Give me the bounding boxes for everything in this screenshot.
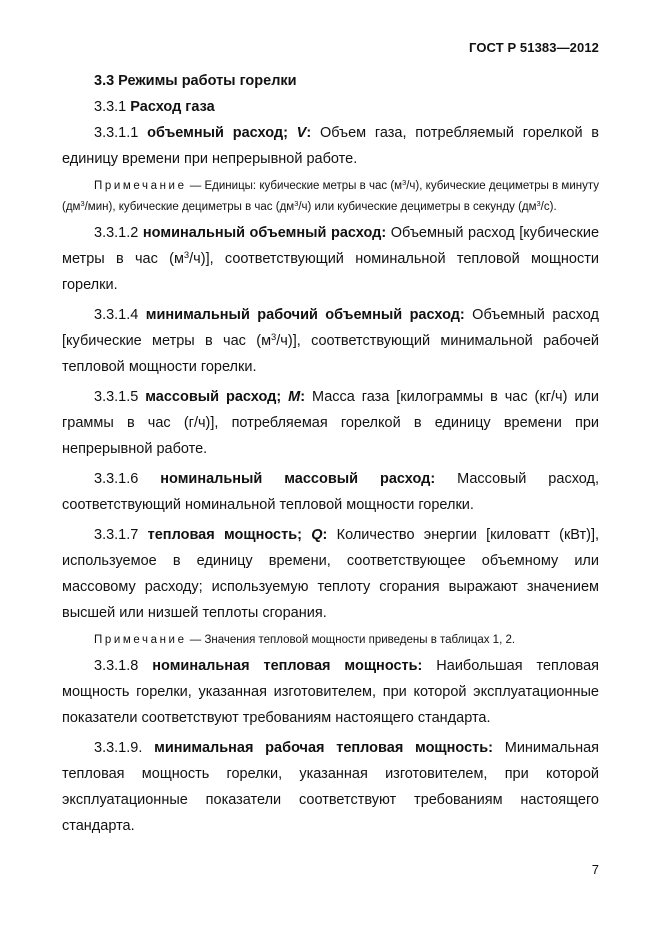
symbol: Q bbox=[311, 527, 323, 543]
symbol: V bbox=[296, 125, 307, 141]
definition-text: Объем газа, потребляемый горелкой в единицу времени при непрерывной работе. bbox=[62, 125, 600, 167]
note-text-c: /мин), кубические дециметры в час (дм bbox=[84, 201, 295, 213]
term: объемный расход; bbox=[147, 125, 288, 141]
note-text-a: — Единицы: кубические метры в час (м bbox=[186, 180, 403, 192]
definition-3-3-1-6 bbox=[62, 466, 599, 518]
definition-text-b: /ч)], соответствующий минимальной рабочей тепловой мощности горелки. bbox=[62, 333, 599, 375]
symbol-colon: : bbox=[300, 389, 306, 405]
note-text: — Значения тепловой мощности приведены в таблицах 1, 2. bbox=[186, 634, 516, 646]
note-text-d: /ч) или кубические дециметры в секунду (дм bbox=[298, 201, 537, 213]
definition-3-3-1-7 bbox=[62, 522, 599, 626]
definition-text: Массовый расход, соответствующий номинальной тепловой мощности горелки. bbox=[62, 471, 600, 513]
item-number: 3.3.1.2 bbox=[94, 225, 139, 241]
definition-text-b: /ч)], соответствующий номинальной тепловой мощности горелки. bbox=[62, 251, 599, 293]
term: минимальный рабочий объемный расход: bbox=[145, 307, 465, 323]
term: номинальный массовый расход: bbox=[160, 471, 436, 487]
definition-text-a: Объемный расход [кубические метры в час (м bbox=[62, 307, 599, 349]
definition-3-3-1-9 bbox=[62, 735, 599, 839]
definition-text-a: Объемный расход [кубические метры в час (м bbox=[62, 225, 600, 267]
definition-3-3-1-4 bbox=[62, 302, 599, 380]
superscript-3: 3 bbox=[402, 177, 407, 187]
definition-text: Минимальная тепловая мощность горелки, указанная изготовителем, при которой эксплуатационные показатели соответствуют требованиям настоящего стандарта. bbox=[62, 740, 599, 834]
definition-3-3-1-8 bbox=[62, 653, 599, 731]
definition-text: Количество энергии [киловатт (кВт)], используемое в единицу времени, соответствующее объемному или массовому расходу; используемую теплоту сгорания выражают значением высшей или низшей теплоты сгорания. bbox=[62, 527, 600, 621]
subsection-heading bbox=[94, 94, 599, 120]
superscript-3: 3 bbox=[294, 198, 299, 208]
definition-3-3-1-1 bbox=[62, 120, 599, 172]
term: номинальный объемный расход: bbox=[142, 225, 387, 241]
note-label: Примечание bbox=[94, 634, 187, 646]
superscript-3: 3 bbox=[183, 248, 190, 260]
item-number: 3.3.1.1 bbox=[94, 125, 139, 141]
note-text-b: /ч), кубические дециметры в минуту (дм bbox=[62, 180, 599, 213]
item-number: 3.3.1.4 bbox=[94, 307, 139, 323]
term: номинальная тепловая мощность: bbox=[152, 658, 423, 674]
superscript-3: 3 bbox=[271, 330, 277, 342]
section-heading: 3.3 Режимы работы горелки bbox=[94, 73, 297, 89]
document-id-header: ГОСТ Р 51383—2012 bbox=[469, 40, 599, 55]
item-number: 3.3.1.8 bbox=[94, 658, 139, 674]
subsection-number: 3.3.1 bbox=[94, 99, 127, 115]
term: массовый расход; bbox=[145, 389, 282, 405]
symbol: M bbox=[288, 389, 301, 405]
note-heat-power bbox=[62, 630, 599, 651]
subsection-title: Расход газа bbox=[130, 99, 215, 115]
page-body bbox=[62, 68, 599, 839]
symbol-colon: : bbox=[322, 527, 328, 543]
item-number: 3.3.1.7 bbox=[94, 527, 139, 543]
term: тепловая мощность; bbox=[147, 527, 302, 543]
symbol-colon: : bbox=[306, 125, 312, 141]
item-number: 3.3.1.9. bbox=[94, 740, 143, 756]
item-number: 3.3.1.6 bbox=[94, 471, 139, 487]
page-number: 7 bbox=[591, 862, 599, 877]
superscript-3: 3 bbox=[536, 198, 541, 208]
note-units bbox=[62, 176, 599, 218]
definition-3-3-1-2 bbox=[62, 220, 599, 298]
item-number: 3.3.1.5 bbox=[94, 389, 139, 405]
definition-text: Наибольшая тепловая мощность горелки, указанная изготовителем, при которой эксплуатационные показатели соответствуют требованиям настоящего стандарта. bbox=[62, 658, 599, 726]
definition-3-3-1-5 bbox=[62, 384, 599, 462]
term: минимальная рабочая тепловая мощность: bbox=[154, 740, 493, 756]
definition-text: Масса газа [килограммы в час (кг/ч) или граммы в час (г/ч)], потребляемая горелкой в единицу времени при непрерывной работе. bbox=[62, 389, 599, 457]
superscript-3: 3 bbox=[80, 198, 85, 208]
note-text-e: /с). bbox=[540, 201, 557, 213]
note-label: Примечание bbox=[94, 180, 187, 192]
